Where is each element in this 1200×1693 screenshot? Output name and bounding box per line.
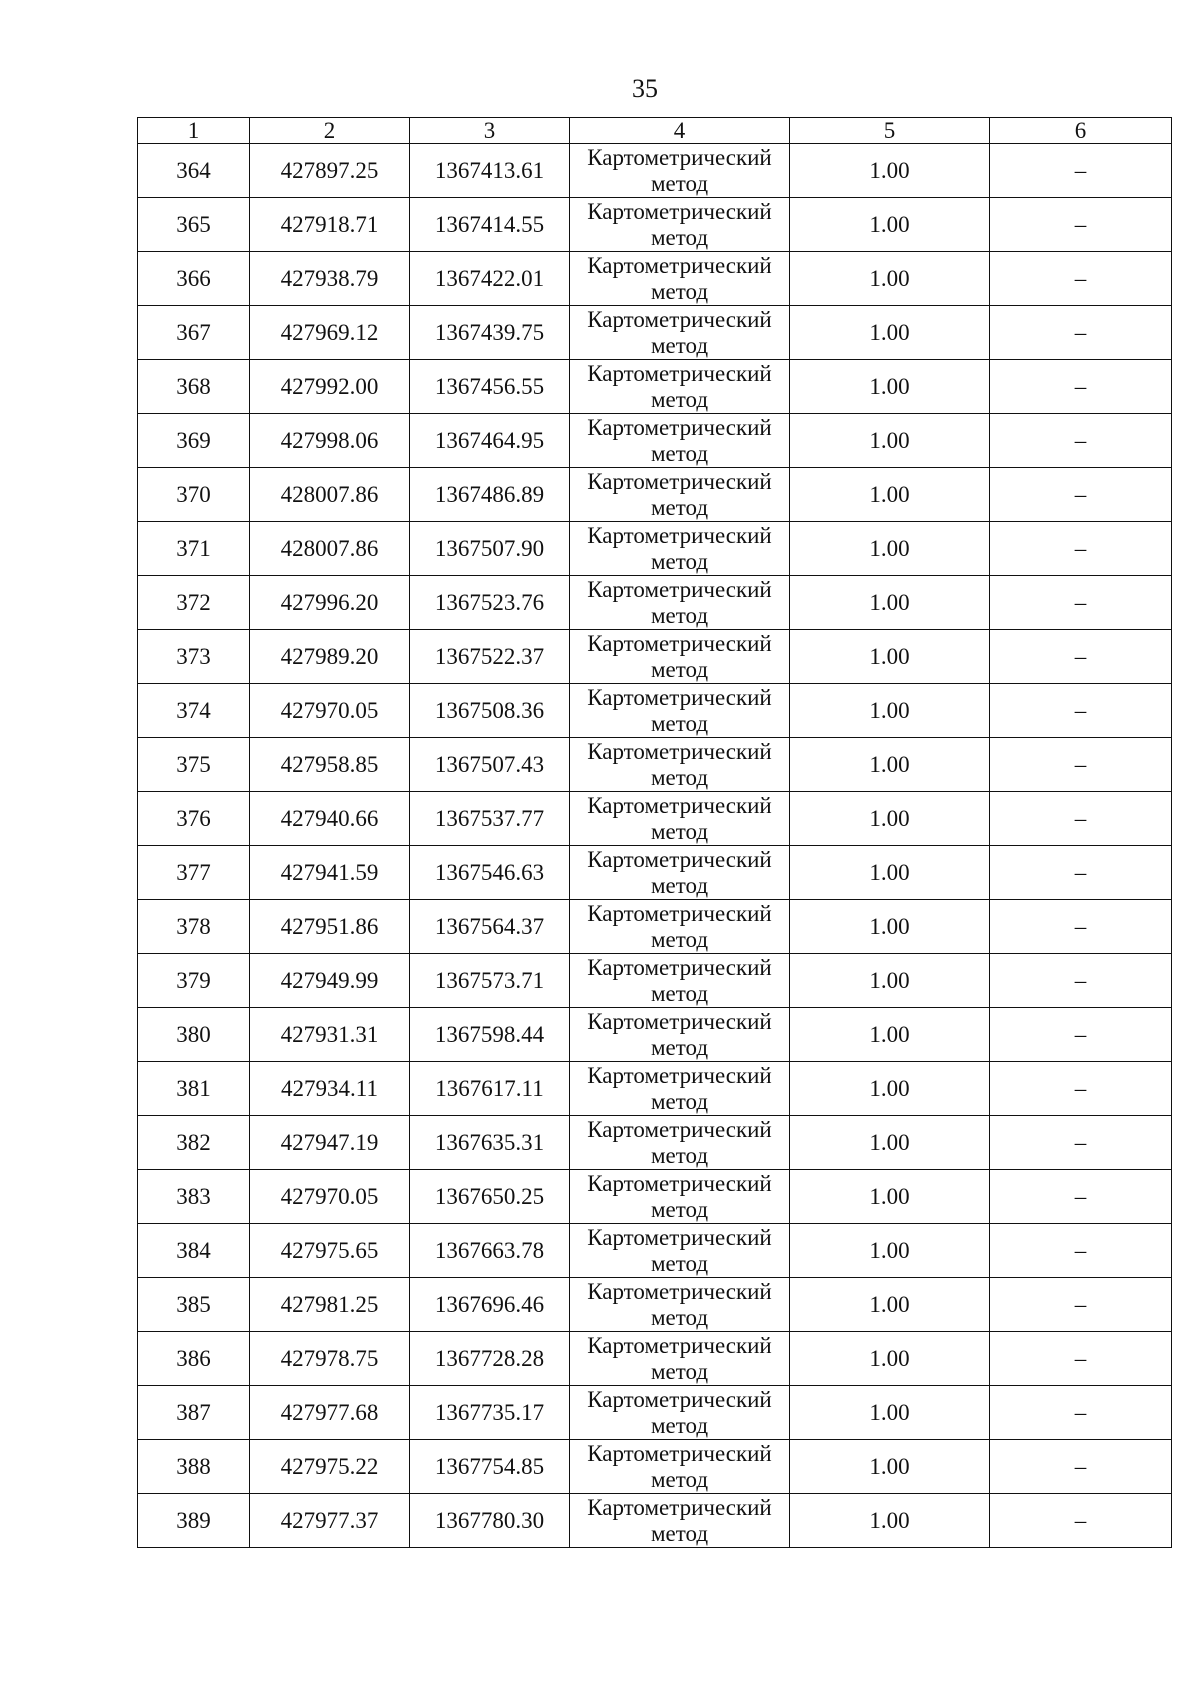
x-coordinate-cell: 427951.86	[250, 900, 410, 954]
method-cell: Картометрический метод	[570, 684, 790, 738]
accuracy-cell: 1.00	[790, 414, 990, 468]
accuracy-cell: 1.00	[790, 792, 990, 846]
table-row	[138, 792, 1172, 846]
method-cell: Картометрический метод	[570, 1224, 790, 1278]
method-cell: Картометрический метод	[570, 198, 790, 252]
point-number-cell: 373	[138, 630, 250, 684]
method-cell: Картометрический метод	[570, 954, 790, 1008]
y-coordinate-cell: 1367617.11	[410, 1062, 570, 1116]
method-cell: Картометрический метод	[570, 1116, 790, 1170]
method-cell: Картометрический метод	[570, 792, 790, 846]
x-coordinate-cell: 427949.99	[250, 954, 410, 1008]
accuracy-cell: 1.00	[790, 522, 990, 576]
point-number-cell: 370	[138, 468, 250, 522]
y-coordinate-cell: 1367735.17	[410, 1386, 570, 1440]
coordinates-table	[137, 117, 1172, 1548]
x-coordinate-cell: 427938.79	[250, 252, 410, 306]
method-cell: Картометрический метод	[570, 1062, 790, 1116]
accuracy-cell: 1.00	[790, 1116, 990, 1170]
x-coordinate-cell: 427931.31	[250, 1008, 410, 1062]
table-row	[138, 252, 1172, 306]
accuracy-cell: 1.00	[790, 468, 990, 522]
table-row	[138, 1224, 1172, 1278]
accuracy-cell: 1.00	[790, 900, 990, 954]
note-cell: –	[990, 1386, 1172, 1440]
x-coordinate-cell: 427977.68	[250, 1386, 410, 1440]
x-coordinate-cell: 427977.37	[250, 1494, 410, 1548]
table-row	[138, 198, 1172, 252]
point-number-cell: 367	[138, 306, 250, 360]
accuracy-cell: 1.00	[790, 684, 990, 738]
y-coordinate-cell: 1367537.77	[410, 792, 570, 846]
point-number-cell: 364	[138, 144, 250, 198]
table-row	[138, 1170, 1172, 1224]
column-header-2: 2	[250, 118, 410, 144]
point-number-cell: 386	[138, 1332, 250, 1386]
y-coordinate-cell: 1367413.61	[410, 144, 570, 198]
table-row	[138, 684, 1172, 738]
note-cell: –	[990, 1116, 1172, 1170]
accuracy-cell: 1.00	[790, 1278, 990, 1332]
method-cell: Картометрический метод	[570, 846, 790, 900]
table-row	[138, 144, 1172, 198]
x-coordinate-cell: 427970.05	[250, 1170, 410, 1224]
y-coordinate-cell: 1367754.85	[410, 1440, 570, 1494]
accuracy-cell: 1.00	[790, 1170, 990, 1224]
method-cell: Картометрический метод	[570, 738, 790, 792]
column-number-row	[138, 118, 1172, 144]
accuracy-cell: 1.00	[790, 954, 990, 1008]
accuracy-cell: 1.00	[790, 1386, 990, 1440]
point-number-cell: 377	[138, 846, 250, 900]
x-coordinate-cell: 428007.86	[250, 522, 410, 576]
method-cell: Картометрический метод	[570, 1278, 790, 1332]
y-coordinate-cell: 1367564.37	[410, 900, 570, 954]
table-row	[138, 522, 1172, 576]
column-header-6: 6	[990, 118, 1172, 144]
method-cell: Картометрический метод	[570, 252, 790, 306]
note-cell: –	[990, 846, 1172, 900]
x-coordinate-cell: 427958.85	[250, 738, 410, 792]
note-cell: –	[990, 576, 1172, 630]
x-coordinate-cell: 427981.25	[250, 1278, 410, 1332]
point-number-cell: 366	[138, 252, 250, 306]
point-number-cell: 371	[138, 522, 250, 576]
point-number-cell: 381	[138, 1062, 250, 1116]
note-cell: –	[990, 252, 1172, 306]
point-number-cell: 372	[138, 576, 250, 630]
note-cell: –	[990, 900, 1172, 954]
y-coordinate-cell: 1367507.90	[410, 522, 570, 576]
y-coordinate-cell: 1367546.63	[410, 846, 570, 900]
column-header-3: 3	[410, 118, 570, 144]
point-number-cell: 388	[138, 1440, 250, 1494]
point-number-cell: 378	[138, 900, 250, 954]
note-cell: –	[990, 414, 1172, 468]
method-cell: Картометрический метод	[570, 144, 790, 198]
y-coordinate-cell: 1367439.75	[410, 306, 570, 360]
column-header-4: 4	[570, 118, 790, 144]
y-coordinate-cell: 1367598.44	[410, 1008, 570, 1062]
table-row	[138, 846, 1172, 900]
note-cell: –	[990, 468, 1172, 522]
point-number-cell: 387	[138, 1386, 250, 1440]
point-number-cell: 384	[138, 1224, 250, 1278]
x-coordinate-cell: 427989.20	[250, 630, 410, 684]
accuracy-cell: 1.00	[790, 630, 990, 684]
point-number-cell: 389	[138, 1494, 250, 1548]
column-header-1: 1	[138, 118, 250, 144]
note-cell: –	[990, 684, 1172, 738]
note-cell: –	[990, 1332, 1172, 1386]
note-cell: –	[990, 360, 1172, 414]
note-cell: –	[990, 198, 1172, 252]
table-row	[138, 360, 1172, 414]
table-row	[138, 468, 1172, 522]
y-coordinate-cell: 1367523.76	[410, 576, 570, 630]
note-cell: –	[990, 792, 1172, 846]
note-cell: –	[990, 738, 1172, 792]
note-cell: –	[990, 1170, 1172, 1224]
y-coordinate-cell: 1367780.30	[410, 1494, 570, 1548]
table-row	[138, 414, 1172, 468]
note-cell: –	[990, 1278, 1172, 1332]
table-row	[138, 630, 1172, 684]
table-row	[138, 1008, 1172, 1062]
point-number-cell: 374	[138, 684, 250, 738]
y-coordinate-cell: 1367464.95	[410, 414, 570, 468]
point-number-cell: 369	[138, 414, 250, 468]
x-coordinate-cell: 427998.06	[250, 414, 410, 468]
x-coordinate-cell: 427975.65	[250, 1224, 410, 1278]
point-number-cell: 380	[138, 1008, 250, 1062]
method-cell: Картометрический метод	[570, 1332, 790, 1386]
method-cell: Картометрический метод	[570, 1440, 790, 1494]
x-coordinate-cell: 427918.71	[250, 198, 410, 252]
point-number-cell: 376	[138, 792, 250, 846]
note-cell: –	[990, 1008, 1172, 1062]
accuracy-cell: 1.00	[790, 306, 990, 360]
method-cell: Картометрический метод	[570, 1008, 790, 1062]
y-coordinate-cell: 1367650.25	[410, 1170, 570, 1224]
table-row	[138, 1062, 1172, 1116]
x-coordinate-cell: 427992.00	[250, 360, 410, 414]
point-number-cell: 385	[138, 1278, 250, 1332]
note-cell: –	[990, 1440, 1172, 1494]
note-cell: –	[990, 522, 1172, 576]
accuracy-cell: 1.00	[790, 144, 990, 198]
table-row	[138, 1116, 1172, 1170]
accuracy-cell: 1.00	[790, 1440, 990, 1494]
point-number-cell: 383	[138, 1170, 250, 1224]
method-cell: Картометрический метод	[570, 306, 790, 360]
point-number-cell: 379	[138, 954, 250, 1008]
note-cell: –	[990, 1062, 1172, 1116]
y-coordinate-cell: 1367422.01	[410, 252, 570, 306]
method-cell: Картометрический метод	[570, 522, 790, 576]
table-row	[138, 954, 1172, 1008]
accuracy-cell: 1.00	[790, 198, 990, 252]
method-cell: Картометрический метод	[570, 468, 790, 522]
page-number: 35	[632, 74, 658, 103]
accuracy-cell: 1.00	[790, 1008, 990, 1062]
column-header-5: 5	[790, 118, 990, 144]
accuracy-cell: 1.00	[790, 360, 990, 414]
method-cell: Картометрический метод	[570, 360, 790, 414]
accuracy-cell: 1.00	[790, 1332, 990, 1386]
method-cell: Картометрический метод	[570, 1494, 790, 1548]
x-coordinate-cell: 427970.05	[250, 684, 410, 738]
note-cell: –	[990, 630, 1172, 684]
table-row	[138, 576, 1172, 630]
y-coordinate-cell: 1367486.89	[410, 468, 570, 522]
table-row	[138, 738, 1172, 792]
table-row	[138, 900, 1172, 954]
table-row	[138, 306, 1172, 360]
x-coordinate-cell: 427940.66	[250, 792, 410, 846]
x-coordinate-cell: 427978.75	[250, 1332, 410, 1386]
note-cell: –	[990, 1494, 1172, 1548]
accuracy-cell: 1.00	[790, 738, 990, 792]
method-cell: Картометрический метод	[570, 630, 790, 684]
y-coordinate-cell: 1367573.71	[410, 954, 570, 1008]
y-coordinate-cell: 1367663.78	[410, 1224, 570, 1278]
table-row	[138, 1440, 1172, 1494]
x-coordinate-cell: 427969.12	[250, 306, 410, 360]
table-row	[138, 1386, 1172, 1440]
y-coordinate-cell: 1367456.55	[410, 360, 570, 414]
y-coordinate-cell: 1367696.46	[410, 1278, 570, 1332]
table-row	[138, 1278, 1172, 1332]
method-cell: Картометрический метод	[570, 576, 790, 630]
accuracy-cell: 1.00	[790, 846, 990, 900]
y-coordinate-cell: 1367507.43	[410, 738, 570, 792]
x-coordinate-cell: 427941.59	[250, 846, 410, 900]
x-coordinate-cell: 427947.19	[250, 1116, 410, 1170]
point-number-cell: 382	[138, 1116, 250, 1170]
accuracy-cell: 1.00	[790, 1494, 990, 1548]
y-coordinate-cell: 1367522.37	[410, 630, 570, 684]
note-cell: –	[990, 954, 1172, 1008]
y-coordinate-cell: 1367414.55	[410, 198, 570, 252]
accuracy-cell: 1.00	[790, 1224, 990, 1278]
point-number-cell: 365	[138, 198, 250, 252]
note-cell: –	[990, 306, 1172, 360]
table-row	[138, 1494, 1172, 1548]
accuracy-cell: 1.00	[790, 576, 990, 630]
method-cell: Картометрический метод	[570, 414, 790, 468]
x-coordinate-cell: 427897.25	[250, 144, 410, 198]
method-cell: Картометрический метод	[570, 900, 790, 954]
note-cell: –	[990, 144, 1172, 198]
method-cell: Картометрический метод	[570, 1170, 790, 1224]
method-cell: Картометрический метод	[570, 1386, 790, 1440]
x-coordinate-cell: 428007.86	[250, 468, 410, 522]
note-cell: –	[990, 1224, 1172, 1278]
table-row	[138, 1332, 1172, 1386]
y-coordinate-cell: 1367508.36	[410, 684, 570, 738]
x-coordinate-cell: 427996.20	[250, 576, 410, 630]
accuracy-cell: 1.00	[790, 1062, 990, 1116]
x-coordinate-cell: 427975.22	[250, 1440, 410, 1494]
table-body	[138, 144, 1172, 1548]
accuracy-cell: 1.00	[790, 252, 990, 306]
point-number-cell: 368	[138, 360, 250, 414]
y-coordinate-cell: 1367728.28	[410, 1332, 570, 1386]
y-coordinate-cell: 1367635.31	[410, 1116, 570, 1170]
point-number-cell: 375	[138, 738, 250, 792]
x-coordinate-cell: 427934.11	[250, 1062, 410, 1116]
